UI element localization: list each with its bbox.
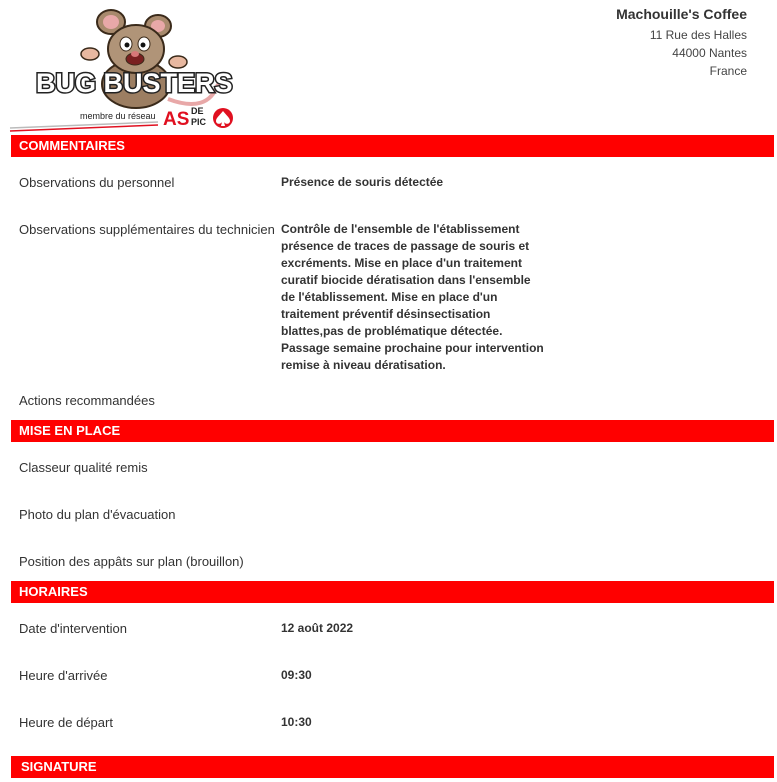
logo-subtitle: membre du réseau: [80, 111, 156, 121]
heure-depart-value: 10:30: [281, 715, 312, 729]
position-appats-label: Position des appâts sur plan (brouillon): [19, 554, 244, 569]
client-address-block: [616, 6, 747, 80]
address-country: France: [709, 64, 747, 78]
heure-depart-label: Heure de départ: [19, 715, 113, 730]
heure-arrivee-label: Heure d'arrivée: [19, 668, 108, 683]
logo-network-pic: PIC: [191, 117, 207, 127]
section-header-horaires: HORAIRES: [11, 581, 774, 603]
date-intervention-label: Date d'intervention: [19, 621, 127, 636]
observations-technicien-label: Observations supplémentaires du technicien: [19, 222, 275, 237]
section-header-commentaires: COMMENTAIRES: [11, 135, 774, 157]
photo-plan-evacuation-label: Photo du plan d'évacuation: [19, 507, 176, 522]
heure-arrivee-value: 09:30: [281, 668, 312, 682]
address-street: 11 Rue des Halles: [649, 28, 747, 42]
date-intervention-value: 12 août 2022: [281, 621, 354, 635]
bug-busters-logo: [8, 4, 238, 134]
section-header-mise-en-place: MISE EN PLACE: [11, 420, 774, 442]
mouse-mascot-icon: [8, 4, 238, 134]
company-name: Machouille's Coffee: [616, 6, 747, 22]
classeur-qualite-label: Classeur qualité remis: [19, 460, 148, 475]
address-city: 44000 Nantes: [672, 46, 747, 60]
logo-network-de: DE: [191, 106, 204, 116]
observations-technicien-value: Contrôle de l'ensemble de l'établissement présence de traces de passage de souris et excréments. Mise en place d'un traitement curatif biocide dératisation dans l'ensemble de l'établissement. Mise en place d'un traitement préventif désinsectisation blattes,pas de problématique détectée. Passage semaine prochaine pour intervention remise à niveau dératisation.: [281, 222, 544, 372]
observations-personnel-value: Présence de souris détectée: [281, 175, 444, 189]
logo-title: BUG BUSTERS: [36, 68, 233, 98]
actions-recommandees-label: Actions recommandées: [19, 393, 155, 408]
logo-network-as: AS: [163, 109, 190, 130]
section-header-signature: SIGNATURE: [11, 756, 774, 778]
observations-personnel-label: Observations du personnel: [19, 175, 175, 190]
